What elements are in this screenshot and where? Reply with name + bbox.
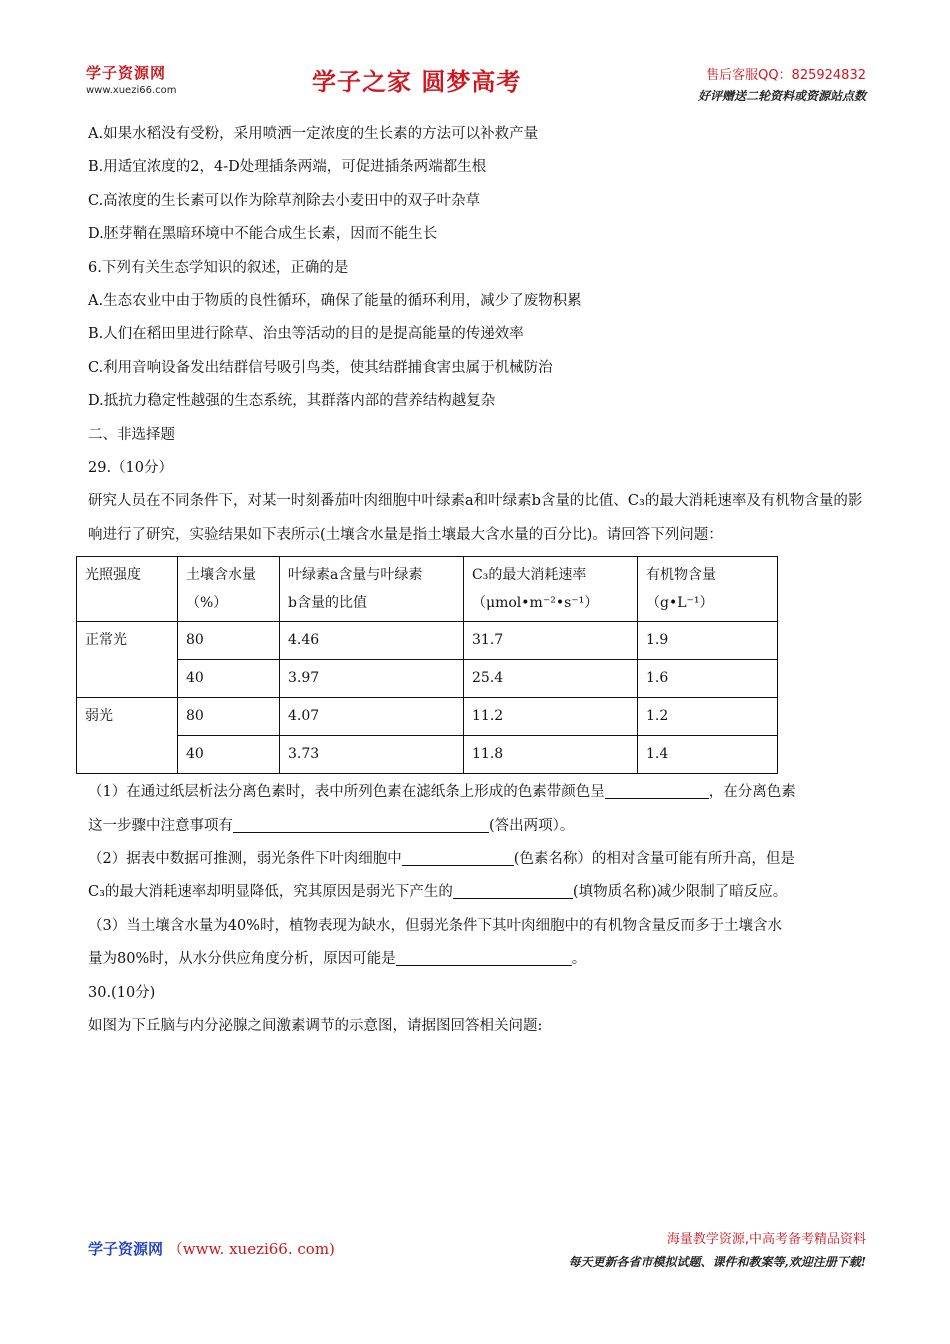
header-light: 光照强度 [77,557,178,622]
header-c3-rate: C₃的最大消耗速率 （μmol•m⁻²•s⁻¹） [464,557,638,622]
table-cell: 1.4 [638,736,778,774]
table-cell: 40 [178,736,280,774]
table-row [77,698,778,736]
customer-service-qq: 售后客服QQ：825924832 [706,68,866,83]
option-a: A.生态农业中由于物质的良性循环，确保了能量的循环利用，减少了废物积累 [88,292,582,309]
table-cell: 3.73 [280,736,464,774]
text-line: D.胚芽鞘在黑暗环境中不能合成生长素，因而不能生长 [88,226,438,243]
header-title: 学子之家 圆梦高考 [312,68,522,96]
footer-promo [569,1228,866,1270]
table-row [77,622,778,660]
answer-blank[interactable] [402,847,514,866]
footer-url: （www. xuezi66. com) [167,1240,335,1258]
table-cell: 3.97 [280,660,464,698]
table-cell: 1.2 [638,698,778,736]
table-cell: 4.46 [280,622,464,660]
cell-light-normal: 正常光 [77,622,178,698]
data-table [76,556,778,774]
header-chl-ratio: 叶绿素a含量与叶绿素 b含量的比值 [280,557,464,622]
option-b: B.人们在稻田里进行除草、治虫等活动的目的是提高能量的传递效率 [88,326,524,343]
question-29-3: （3）当土壤含水量为40%时，植物表现为缺水，但弱光条件下其叶肉细胞中的有机物含量反而多于土壤含水 量为80%时，从水分供应角度分析，原因可能是 。 [88,917,782,968]
footer-brand[interactable] [88,1238,335,1259]
question-29-title: 29.（10分） [88,459,174,476]
answer-blank[interactable] [453,880,573,899]
question-29-intro: 研究人员在不同条件下，对某一时刻番茄叶肉细胞中叶绿素a和叶绿素b含量的比值、C₃的最大消耗速率及有机物含量的影响进行了研究，实验结果如下表所示(土壤含水量是指土壤最大含水量的百分比)。请回答下列问题： [88,493,863,543]
table-cell: 4.07 [280,698,464,736]
text-line: B.用适宜浓度的2，4-D处理插条两端，可促进插条两端都生根 [88,159,487,176]
answer-blank[interactable] [605,780,709,799]
site-url: www.xuezi66.com [86,85,177,96]
table-cell: 80 [178,698,280,736]
table-row [77,660,778,698]
footer-promo-line1: 海量教学资源,中高考备考精品资料 [666,1232,866,1247]
question-30-title: 30.(10分) [88,984,156,1001]
text-line: A.如果水稻没有受粉，采用喷洒一定浓度的生长素的方法可以补救产量 [88,126,539,142]
table-cell: 25.4 [464,660,638,698]
header-contact [698,64,866,104]
option-c: C.利用音响设备发出结群信号吸引鸟类，使其结群捕食害虫属于机械防治 [88,359,553,376]
text-line: C.高浓度的生长素可以作为除草剂除去小麦田中的双子叶杂草 [88,192,481,209]
table-cell: 1.6 [638,660,778,698]
footer-promo-line2: 每天更新各省市模拟试题、课件和教案等,欢迎注册下载! [568,1255,866,1269]
answer-blank[interactable] [233,814,489,833]
table-cell: 31.7 [464,622,638,660]
table-cell: 11.8 [464,736,638,774]
option-d: D.抵抗力稳定性越强的生态系统，其群落内部的营养结构越复杂 [88,393,496,410]
table-row [77,736,778,774]
table-cell: 11.2 [464,698,638,736]
site-logo-text: 学子资源网 [86,64,167,82]
cell-light-weak: 弱光 [77,698,178,774]
footer-brand-name: 学子资源网 [88,1240,164,1258]
question-30-text: 如图为下丘脑与内分泌腺之间激素调节的示意图，请据图回答相关问题: [88,1017,543,1034]
document-body [85,118,868,1043]
question-6-title: 6.下列有关生态学知识的叙述，正确的是 [88,259,349,276]
site-logo[interactable] [86,62,177,96]
table-cell: 80 [178,622,280,660]
header-soil-water: 土壤含水量 （%） [178,557,280,622]
table-cell: 40 [178,660,280,698]
question-29-1: （1）在通过纸层析法分离色素时，表中所列色素在滤纸条上形成的色素带颜色呈 ，在分离色素 这一步骤中注意事项有 (答出两项）。 [88,776,868,843]
table-cell: 1.9 [638,622,778,660]
section-heading: 二、非选择题 [88,426,175,443]
page-header [0,0,950,110]
header-organic: 有机物含量 （g•L⁻¹） [638,557,778,622]
question-29-2: （2）据表中数据可推测，弱光条件下叶肉细胞中 (色素名称）的相对含量可能有所升高，但是 C₃的最大消耗速率却明显降低，究其原因是弱光下产生的 (填物质名称)减少限制了暗反应。 [88,843,868,910]
answer-blank[interactable] [396,947,572,966]
table-header-row [77,557,778,622]
header-note: 好评赠送二轮资料或资源站点数 [697,89,866,103]
